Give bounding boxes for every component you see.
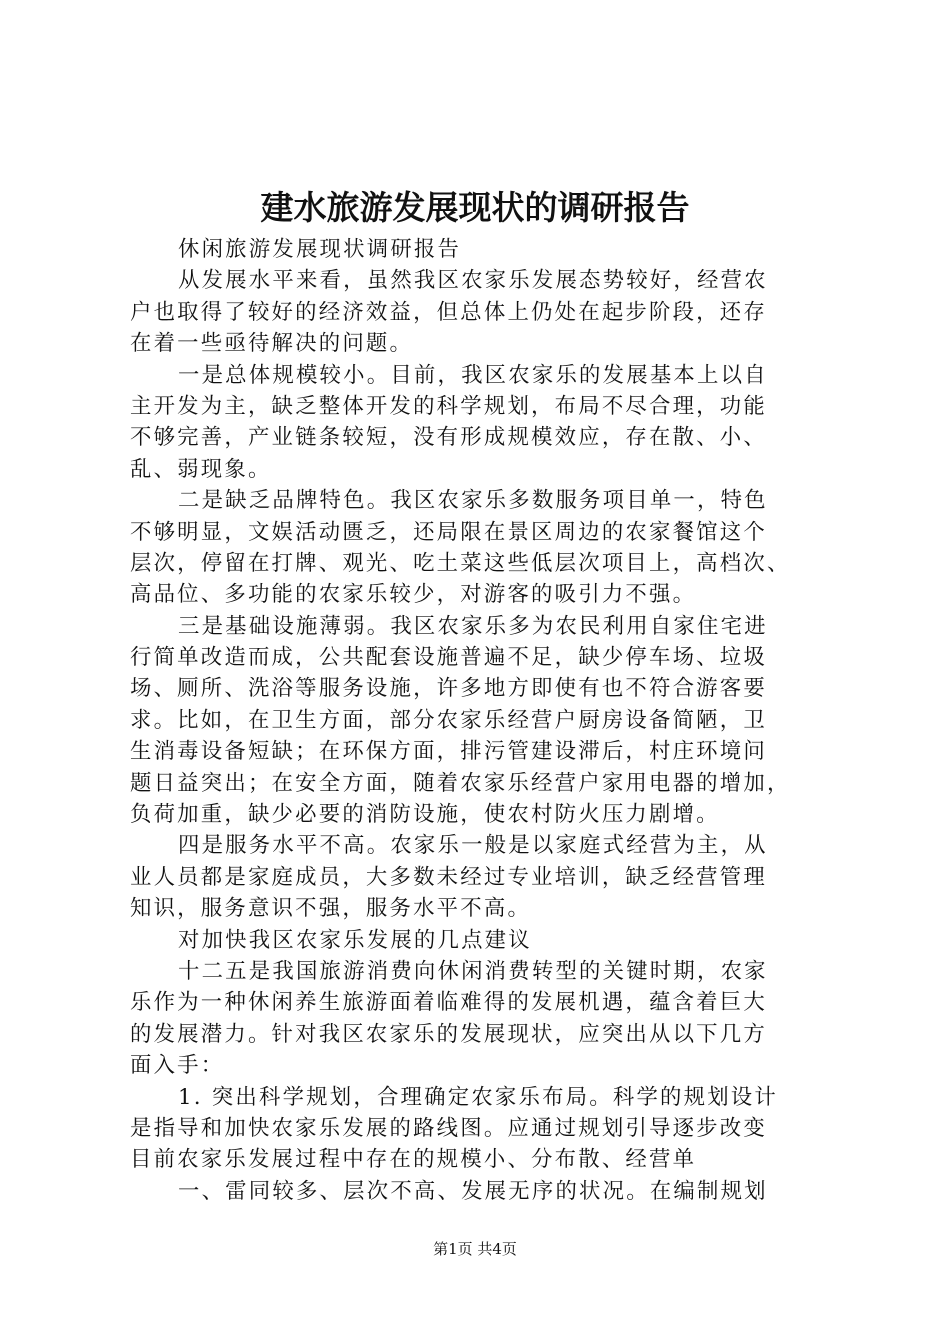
text-line: 十二五是我国旅游消费向休闲消费转型的关键时期，农家 <box>178 958 768 984</box>
text-line: 三是基础设施薄弱。我区农家乐多为农民利用自家住宅进 <box>178 613 768 639</box>
text-line: 知识，服务意识不强，服务水平不高。 <box>130 896 532 922</box>
text-line: 求。比如，在卫生方面，部分农家乐经营户厨房设备简陋，卫 <box>130 707 767 733</box>
text-line: 在着一些亟待解决的问题。 <box>130 331 414 357</box>
text-line: 休闲旅游发展现状调研报告 <box>178 237 462 262</box>
text-line: 负荷加重，缺少必要的消防设施，使农村防火压力剧增。 <box>130 802 720 828</box>
text-line: 层次，停留在打牌、观光、吃土菜这些低层次项目上，高档次、 <box>130 550 791 576</box>
text-line: 是指导和加快农家乐发展的路线图。应通过规划引导逐步改变 <box>130 1115 767 1141</box>
text-line: 四是服务水平不高。农家乐一般是以家庭式经营为主，从 <box>178 833 768 859</box>
text-line: 一、雷同较多、层次不高、发展无序的状况。在编制规划 <box>178 1178 768 1204</box>
text-line: 乱、弱现象。 <box>130 456 272 482</box>
text-line: 1. 突出科学规划，合理确定农家乐布局。科学的规划设计 <box>178 1084 778 1110</box>
text-line: 一是总体规模较小。目前，我区农家乐的发展基本上以自 <box>178 362 768 388</box>
text-line: 乐作为一种休闲养生旅游面着临难得的发展机遇，蕴含着巨大 <box>130 990 767 1016</box>
text-line: 高品位、多功能的农家乐较少，对游客的吸引力不强。 <box>130 582 697 608</box>
text-line: 目前农家乐发展过程中存在的规模小、分布散、经营单 <box>130 1147 697 1173</box>
text-line: 从发展水平来看，虽然我区农家乐发展态势较好，经营农 <box>178 268 768 294</box>
text-line: 题日益突出；在安全方面，随着农家乐经营户家用电器的增加， <box>130 770 791 796</box>
document-title: 建水旅游发展现状的调研报告 <box>260 188 690 227</box>
text-line: 行简单改造而成，公共配套设施普遍不足，缺少停车场、垃圾 <box>130 645 767 671</box>
text-line: 主开发为主，缺乏整体开发的科学规划，布局不尽合理，功能 <box>130 393 767 419</box>
page-footer: 第1页 共4页 <box>433 1240 517 1258</box>
text-line: 二是缺乏品牌特色。我区农家乐多数服务项目单一，特色 <box>178 488 768 514</box>
text-line: 对加快我区农家乐发展的几点建议 <box>178 927 532 953</box>
text-line: 不够明显，文娱活动匮乏，还局限在景区周边的农家餐馆这个 <box>130 519 767 545</box>
document-body <box>130 234 848 1207</box>
text-line: 面入手： <box>130 1053 225 1079</box>
text-line: 生消毒设备短缺；在环保方面，排污管建设滞后，村庄环境问 <box>130 739 767 765</box>
text-line: 户也取得了较好的经济效益，但总体上仍处在起步阶段，还存 <box>130 299 767 325</box>
text-line: 的发展潜力。针对我区农家乐的发展现状，应突出从以下几方 <box>130 1021 767 1047</box>
text-line: 不够完善，产业链条较短，没有形成规模效应，存在散、小、 <box>130 425 767 451</box>
text-line: 场、厕所、洗浴等服务设施，许多地方即使有也不符合游客要 <box>130 676 767 702</box>
text-line: 业人员都是家庭成员，大多数未经过专业培训，缺乏经营管理 <box>130 864 767 890</box>
